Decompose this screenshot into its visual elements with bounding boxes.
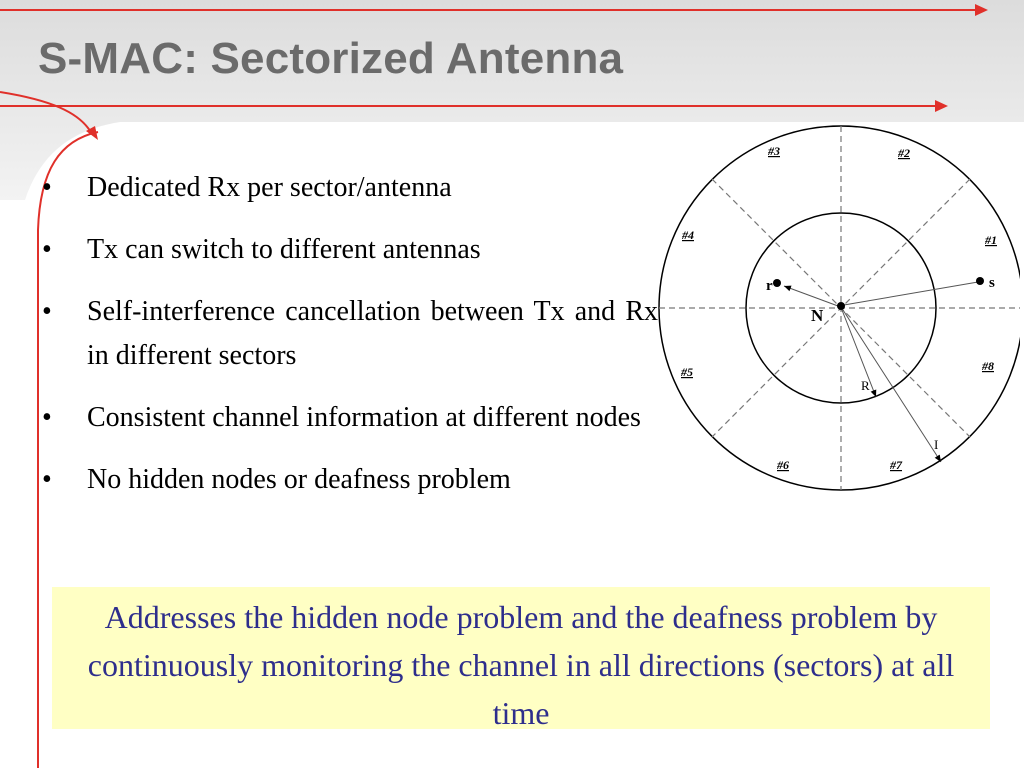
sector-label: #4 <box>682 228 694 242</box>
node-n-label: N <box>811 306 824 325</box>
bullet-item <box>42 458 658 502</box>
bullet-list <box>42 166 658 520</box>
node-r-label: r <box>766 278 773 294</box>
sector-label: #3 <box>768 144 780 158</box>
bullet-text: No hidden nodes or deafness problem <box>87 464 511 495</box>
bullet-marker: • <box>42 172 52 203</box>
sector-label: #6 <box>777 458 789 472</box>
sector-label: #1 <box>985 233 997 247</box>
bullet-marker: • <box>42 464 52 495</box>
node-R-label: R <box>861 378 870 393</box>
bullet-text: Dedicated Rx per sector/antenna <box>87 172 452 203</box>
bullet-item <box>42 228 658 272</box>
bullet-marker: • <box>42 296 52 327</box>
bullet-item <box>42 290 658 378</box>
bullet-item <box>42 166 658 210</box>
bullet-item <box>42 396 658 440</box>
node-s-label: s <box>989 275 995 291</box>
sector-label: #5 <box>681 365 693 379</box>
sector-label: #2 <box>898 146 910 160</box>
node-r-dot <box>773 279 781 287</box>
bullet-text: Self-interference cancellation between Tx and Rx in different sectors <box>87 296 658 371</box>
sector-label: #7 <box>890 458 902 472</box>
bullet-text: Consistent channel information at different nodes <box>87 402 641 433</box>
bullet-marker: • <box>42 234 52 265</box>
bullet-text: Tx can switch to different antennas <box>87 234 481 265</box>
node-s-dot <box>976 277 984 285</box>
node-I-label: I <box>934 437 939 452</box>
sector-antenna-diagram <box>650 122 1020 502</box>
sector-label: #8 <box>982 359 994 373</box>
node-n-dot <box>837 302 845 310</box>
summary-callout: Addresses the hidden node problem and the deafness problem by continuously monitoring the channel in all directions (sectors) at all time <box>52 587 990 729</box>
bullet-marker: • <box>42 402 52 433</box>
slide-title: S-MAC: Sectorized Antenna <box>38 34 624 83</box>
